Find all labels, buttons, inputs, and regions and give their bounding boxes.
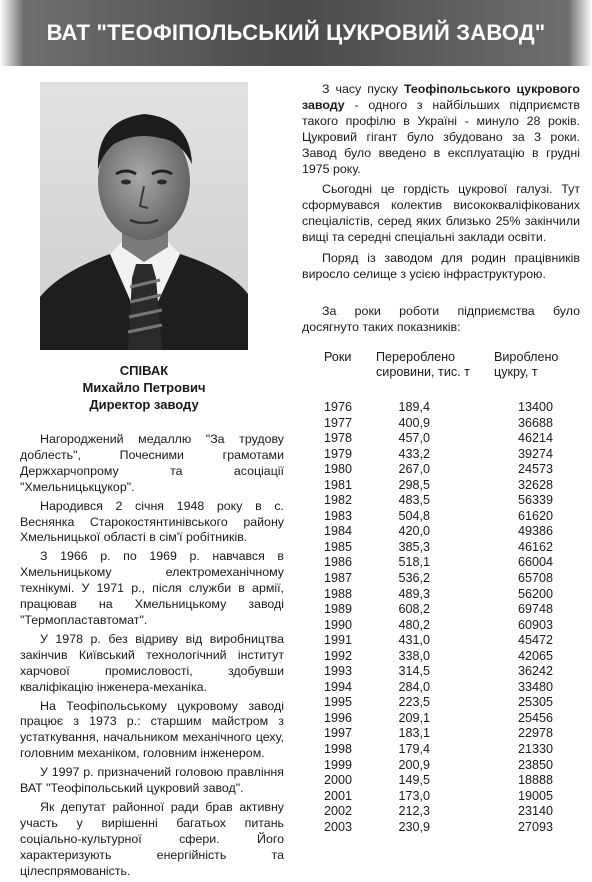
cell-sugar-produced: 66004 xyxy=(517,555,553,570)
table-row xyxy=(302,462,580,478)
table-row xyxy=(302,587,580,603)
cell-sugar-produced: 60903 xyxy=(517,617,553,632)
cell-year: 1988 xyxy=(324,586,353,601)
cell-sugar-produced: 32628 xyxy=(517,477,553,492)
cell-year: 1980 xyxy=(324,462,353,477)
intro-text: З часу пуску xyxy=(322,82,404,96)
table-row xyxy=(302,789,580,805)
cell-raw-processed: 457,0 xyxy=(398,431,430,446)
cell-year: 1992 xyxy=(324,648,353,663)
cell-sugar-produced: 19005 xyxy=(517,788,553,803)
table-row xyxy=(302,478,580,494)
cell-raw-processed: 433,2 xyxy=(398,446,430,461)
cell-raw-processed: 536,2 xyxy=(398,571,430,586)
cell-sugar-produced: 25305 xyxy=(517,695,553,710)
cell-sugar-produced: 33480 xyxy=(517,679,553,694)
table-intro-text: За роки роботи підприємства було досягнуто таких показників: xyxy=(302,304,580,334)
table-row xyxy=(302,555,580,571)
cell-year: 1999 xyxy=(324,757,353,772)
table-row xyxy=(302,447,580,463)
director-caption xyxy=(40,362,248,413)
cell-year: 1993 xyxy=(324,664,353,679)
cell-sugar-produced: 25456 xyxy=(517,710,553,725)
cell-year: 1978 xyxy=(324,431,353,446)
director-surname: СПІВАК xyxy=(119,363,169,378)
cell-year: 1984 xyxy=(324,524,353,539)
bio-paragraph: У 1978 р. без відриву від виробництва закінчив Київський технологічний інститут харчової промисловості, здобувши кваліфікацію інженера-механіка. xyxy=(20,631,284,694)
cell-sugar-produced: 18888 xyxy=(517,773,553,788)
cell-raw-processed: 608,2 xyxy=(398,602,430,617)
table-header xyxy=(302,350,580,400)
cell-raw-processed: 483,5 xyxy=(398,493,430,508)
table-body xyxy=(302,400,580,835)
cell-year: 1997 xyxy=(324,726,353,741)
table-row xyxy=(302,540,580,556)
table-row xyxy=(302,711,580,727)
cell-raw-processed: 338,0 xyxy=(398,648,430,663)
cell-year: 1981 xyxy=(324,477,353,492)
cell-year: 1987 xyxy=(324,571,353,586)
cell-year: 2001 xyxy=(324,788,353,803)
cell-sugar-produced: 23140 xyxy=(517,804,553,819)
company-intro xyxy=(302,82,580,288)
cell-sugar-produced: 23850 xyxy=(517,757,553,772)
table-row xyxy=(302,493,580,509)
bio-paragraph: Як депутат районної ради брав активну участь у вирішенні багатьох питань соціально-культурної сфери. Його характеризують енергійність та цілеспрямованість. xyxy=(20,799,284,878)
table-row xyxy=(302,649,580,665)
cell-sugar-produced: 13400 xyxy=(517,400,553,414)
company-name: Теофіпольського цукрового заводу xyxy=(302,82,580,112)
cell-year: 2000 xyxy=(324,773,353,788)
cell-year: 1995 xyxy=(324,695,353,710)
intro-paragraph: Поряд із заводом для родин працівників виросло селище з усією інфраструктурою. xyxy=(302,251,580,281)
table-row xyxy=(302,571,580,587)
cell-raw-processed: 212,3 xyxy=(398,804,430,819)
table-row xyxy=(302,726,580,742)
cell-raw-processed: 230,9 xyxy=(398,819,430,834)
cell-sugar-produced: 22978 xyxy=(517,726,553,741)
cell-sugar-produced: 56200 xyxy=(517,586,553,601)
table-row xyxy=(302,820,580,836)
cell-sugar-produced: 39274 xyxy=(517,446,553,461)
table-row xyxy=(302,400,580,416)
table-row xyxy=(302,633,580,649)
cell-sugar-produced: 24573 xyxy=(517,462,553,477)
cell-sugar-produced: 56339 xyxy=(517,493,553,508)
cell-year: 1977 xyxy=(324,415,353,430)
table-row xyxy=(302,680,580,696)
table-row xyxy=(302,431,580,447)
table-intro xyxy=(302,304,580,336)
cell-raw-processed: 209,1 xyxy=(398,710,430,725)
cell-year: 2003 xyxy=(324,819,353,834)
cell-sugar-produced: 21330 xyxy=(517,742,553,757)
table-row xyxy=(302,416,580,432)
cell-sugar-produced: 42065 xyxy=(517,648,553,663)
header-sugar-produced: Вироблено цукру, т xyxy=(494,350,559,379)
director-position: Директор заводу xyxy=(89,397,199,412)
cell-raw-processed: 480,2 xyxy=(398,617,430,632)
cell-raw-processed: 149,5 xyxy=(398,773,430,788)
cell-year: 1991 xyxy=(324,633,353,648)
director-biography xyxy=(20,432,284,882)
director-portrait xyxy=(40,82,248,350)
cell-raw-processed: 223,5 xyxy=(398,695,430,710)
bio-paragraph: З 1966 р. по 1969 р. навчався в Хмельницькому електромеханічному технікумі. У 1971 р., після служби в армії, працював на Хмельницькому заводі "Термопластавтомат". xyxy=(20,549,284,627)
cell-raw-processed: 385,3 xyxy=(398,539,430,554)
table-row xyxy=(302,664,580,680)
cell-sugar-produced: 49386 xyxy=(517,524,553,539)
cell-sugar-produced: 46214 xyxy=(517,431,553,446)
table-row xyxy=(302,509,580,525)
cell-raw-processed: 400,9 xyxy=(398,415,430,430)
cell-year: 1986 xyxy=(324,555,353,570)
cell-raw-processed: 504,8 xyxy=(398,508,430,523)
table-row xyxy=(302,804,580,820)
cell-year: 1994 xyxy=(324,679,353,694)
table-row xyxy=(302,524,580,540)
cell-year: 1985 xyxy=(324,539,353,554)
table-row xyxy=(302,695,580,711)
cell-raw-processed: 284,0 xyxy=(398,679,430,694)
intro-paragraph: Сьогодні це гордість цукрової галузі. Тут сформувався колектив висококваліфікованих спеціалістів, серед яких близько 25% закінчили вищі та середні спеціальні заклади освіти. xyxy=(302,182,580,245)
cell-sugar-produced: 69748 xyxy=(517,602,553,617)
page-title: ВАТ "ТЕОФІПОЛЬСЬКИЙ ЦУКРОВИЙ ЗАВОД" xyxy=(46,20,546,45)
cell-raw-processed: 431,0 xyxy=(398,633,430,648)
cell-raw-processed: 183,1 xyxy=(398,726,430,741)
bio-paragraph: Народився 2 січня 1948 року в с. Веснянка Старокостянтинівського району Хмельницької області в сім'ї робітників. xyxy=(20,498,284,545)
cell-raw-processed: 189,4 xyxy=(398,400,430,414)
cell-sugar-produced: 27093 xyxy=(517,819,553,834)
bio-paragraph: Нагороджений медаллю "За трудову доблесть", Почесними грамотами Держхарчопрому та асоціації "Хмельницькцукор". xyxy=(20,432,284,494)
cell-raw-processed: 420,0 xyxy=(398,524,430,539)
intro-text: - одного з найбільших підприємств такого профілю в Україні - минуло 28 років. Цукровий гігант було збудовано за 3 роки. Завод було введено в експлуатацію в грудні 1975 року. xyxy=(302,97,580,176)
cell-year: 1996 xyxy=(324,710,353,725)
header-year: Роки xyxy=(324,350,352,364)
cell-sugar-produced: 36688 xyxy=(517,415,553,430)
cell-raw-processed: 298,5 xyxy=(398,477,430,492)
cell-year: 2002 xyxy=(324,804,353,819)
cell-year: 1989 xyxy=(324,602,353,617)
cell-year: 1998 xyxy=(324,742,353,757)
director-name: Михайло Петрович xyxy=(82,380,206,395)
table-row xyxy=(302,758,580,774)
cell-raw-processed: 173,0 xyxy=(398,788,430,803)
table-row xyxy=(302,602,580,618)
cell-sugar-produced: 61620 xyxy=(517,508,553,523)
cell-raw-processed: 267,0 xyxy=(398,462,430,477)
cell-sugar-produced: 36242 xyxy=(517,664,553,679)
cell-year: 1976 xyxy=(324,400,353,414)
production-table xyxy=(302,350,580,835)
page-header xyxy=(0,0,592,66)
cell-year: 1983 xyxy=(324,508,353,523)
intro-paragraph xyxy=(302,82,580,177)
cell-sugar-produced: 46162 xyxy=(517,539,553,554)
cell-raw-processed: 179,4 xyxy=(398,742,430,757)
cell-raw-processed: 200,9 xyxy=(398,757,430,772)
cell-raw-processed: 489,3 xyxy=(398,586,430,601)
cell-raw-processed: 518,1 xyxy=(398,555,430,570)
table-row xyxy=(302,773,580,789)
header-raw-processed: Перероблено сировини, тис. т xyxy=(376,350,470,379)
cell-year: 1979 xyxy=(324,446,353,461)
table-row xyxy=(302,742,580,758)
cell-sugar-produced: 45472 xyxy=(517,633,553,648)
bio-paragraph: На Теофіпольському цукровому заводі працює з 1973 р.: старшим майстром з устаткування, начальником механічного цеху, головним механіком, головним інженером. xyxy=(20,698,284,761)
cell-raw-processed: 314,5 xyxy=(398,664,430,679)
bio-paragraph: У 1997 р. призначений головою правління ВАТ "Теофіпольський цукровий завод". xyxy=(20,765,284,796)
table-row xyxy=(302,618,580,634)
cell-year: 1990 xyxy=(324,617,353,632)
cell-year: 1982 xyxy=(324,493,353,508)
cell-sugar-produced: 65708 xyxy=(517,571,553,586)
